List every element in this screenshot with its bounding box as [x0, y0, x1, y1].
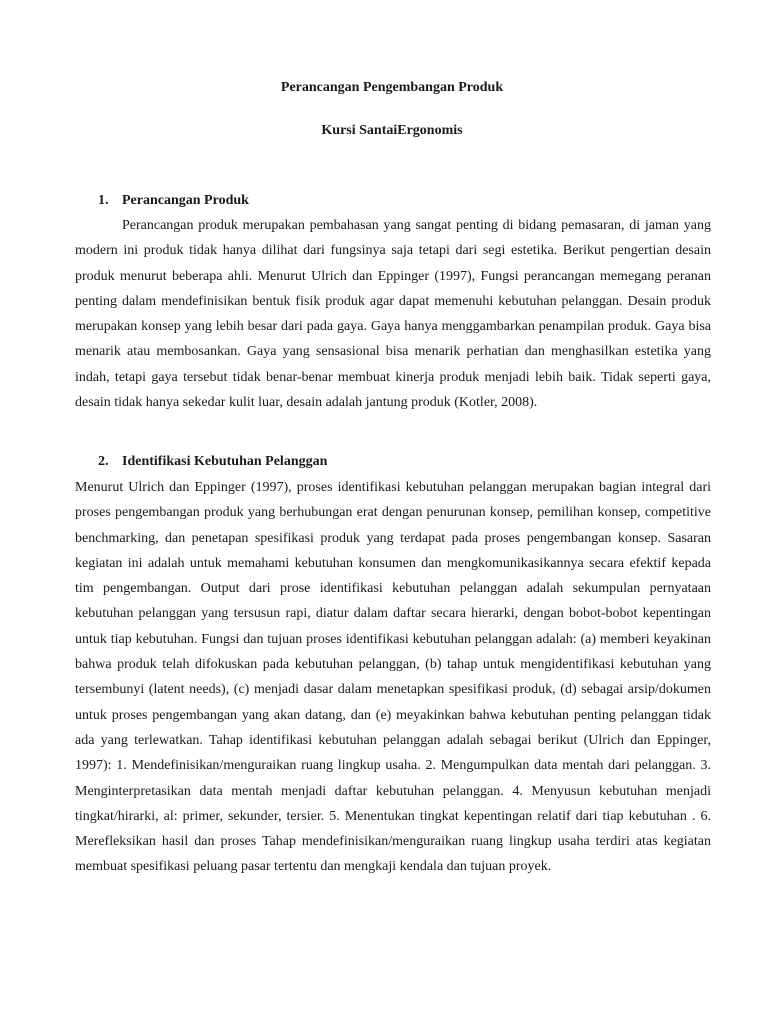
section-heading-text: Perancangan Produk: [122, 193, 249, 208]
document-subtitle: Kursi SantaiErgonomis: [321, 123, 463, 138]
section-number: 2.: [98, 454, 109, 469]
section-identifikasi-kebutuhan: [75, 453, 711, 880]
section-body: Menurut Ulrich dan Eppinger (1997), proses identifikasi kebutuhan pelanggan merupakan bagian integral dari proses pengembangan produk yang berhubungan erat dengan penurunan konsep, pemilihan konsep, competitive benchmarking, dan penetapan spesifikasi produk yang terdapat pada proses pengembangan konsep. Sasaran kegiatan ini adalah untuk memahami kebutuhan konsumen dan mengkomunikasikannya secara efektif kepada tim pengembangan. Output dari prose identifikasi kebutuhan pelanggan adalah sekumpulan pernyataan kebutuhan pelanggan yang tersusun rapi, diatur dalam daftar secara hierarki, dengan bobot-bobot kepentingan untuk tiap kebutuhan. Fungsi dan tujuan proses identifikasi kebutuhan pelanggan adalah: (a) memberi keyakinan bahwa produk telah difokuskan pada kebutuhan pelanggan, (b) tahap untuk mengidentifikasi kebutuhan yang tersembunyi (latent needs), (c) menjadi dasar dalam menetapkan spesifikasi produk, (d) sebagai arsip/dokumen untuk proses pengembangan yang akan datang, dan (e) meyakinkan bahwa kebutuhan penting pelanggan tidak ada yang terlewatkan. Tahap identifikasi kebutuhan pelanggan adalah sebagai berikut (Ulrich dan Eppinger, 1997): 1. Mendefinisikan/menguraikan ruang lingkup usaha. 2. Mengumpulkan data mentah dari pelanggan. 3. Menginterpretasikan data mentah menjadi daftar kebutuhan pelanggan. 4. Menyusun kebutuhan menjadi tingkat/hirarki, al: primer, sekunder, tersier. 5. Menentukan tingkat kepentingan relatif dari tiap kebutuhan . 6. Merefleksikan hasil dan proses Tahap mendefinisikan/menguraikan ruang lingkup usaha terdiri atas kegiatan membuat spesifikasi peluang pasar tertentu dan mengkaji kendala dan tujuan proyek.: [75, 480, 711, 875]
section-heading: [75, 192, 711, 210]
section-perancangan-produk: [75, 192, 711, 415]
document-title: Perancangan Pengembangan Produk: [280, 80, 504, 95]
section-heading: [75, 453, 711, 471]
section-body: Perancangan produk merupakan pembahasan yang sangat penting di bidang pemasaran, di jaman yang modern ini produk tidak hanya dilihat dari fungsinya saja tetapi dari segi estetika. Berikut pengertian desain produk menurut beberapa ahli. Menurut Ulrich dan Eppinger (1997), Fungsi perancangan memegang peranan penting dalam mendefinisikan bentuk fisik produk agar dapat memenuhi kebutuhan pelanggan. Desain produk merupakan konsep yang lebih besar dari pada gaya. Gaya hanya menggambarkan penampilan produk. Gaya bisa menarik atau membosankan. Gaya yang sensasional bisa menarik perhatian dan menghasilkan estetika yang indah, tetapi gaya tersebut tidak benar-benar membuat kinerja produk menjadi lebih baik. Tidak seperti gaya, desain tidak hanya sekedar kulit luar, desain adalah jantung produk (Kotler, 2008).: [75, 218, 711, 411]
section-number: 1.: [98, 193, 109, 208]
section-heading-text: Identifikasi Kebutuhan Pelanggan: [122, 454, 328, 469]
